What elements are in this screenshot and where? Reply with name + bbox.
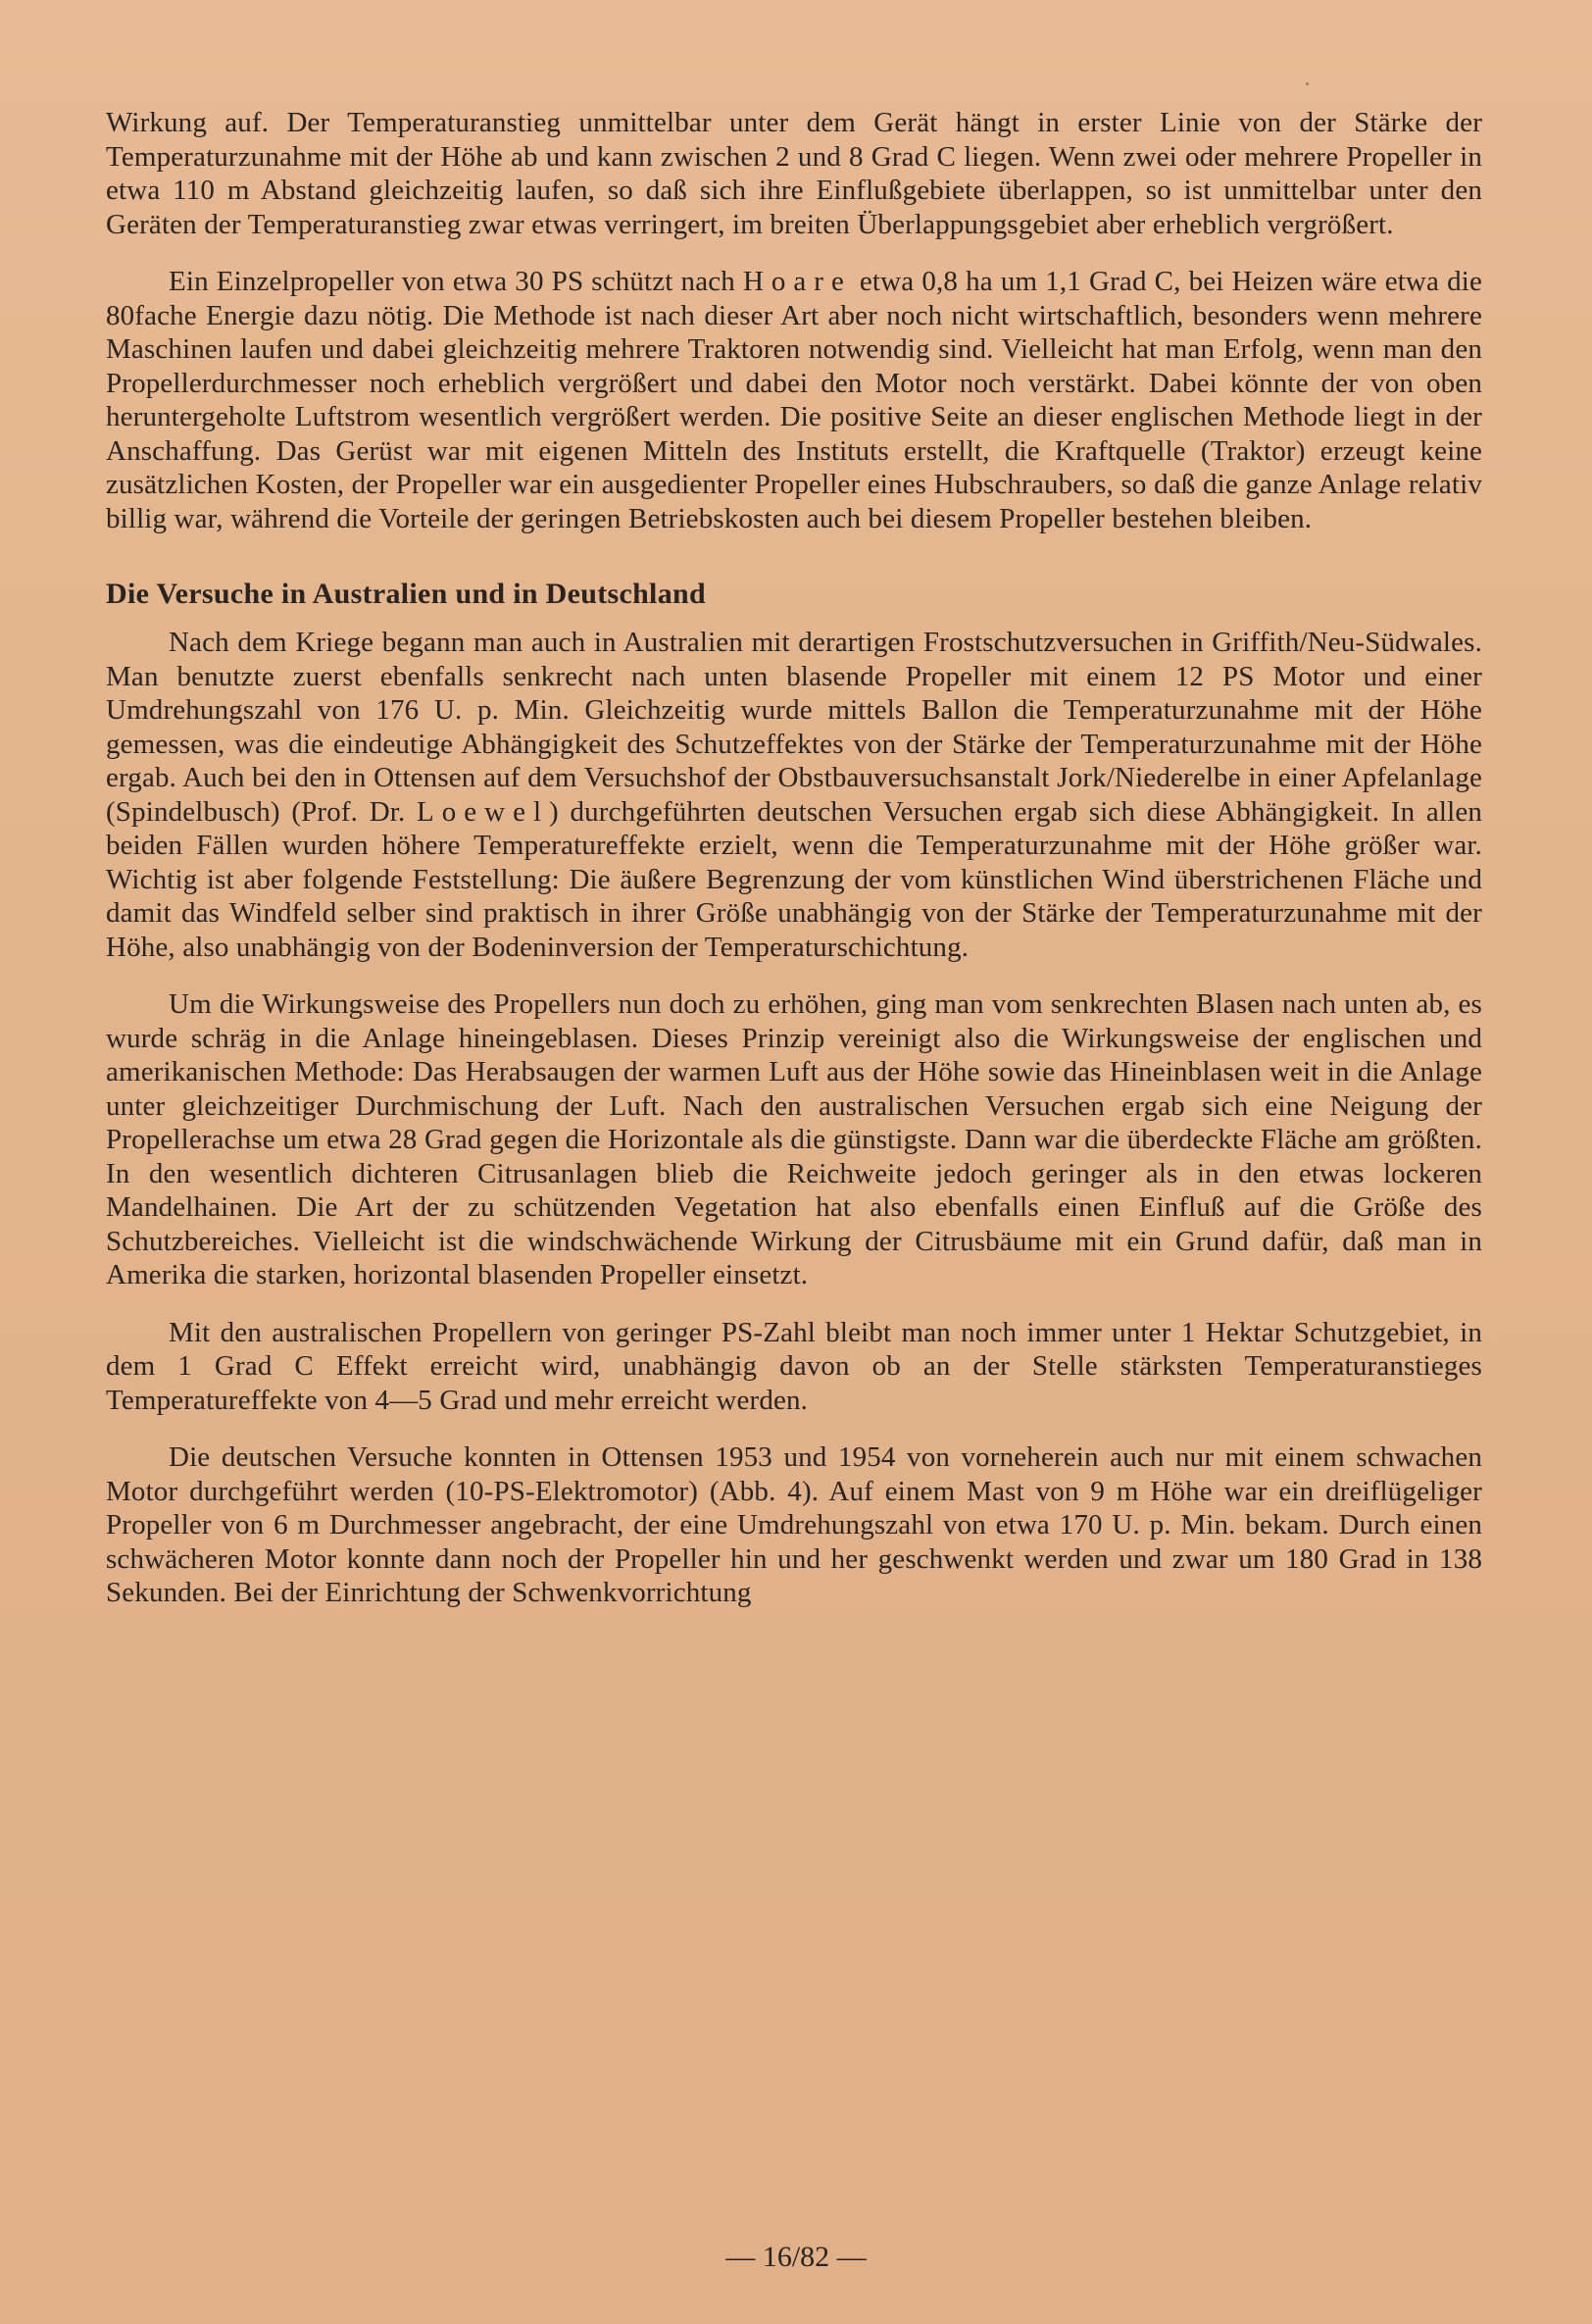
paragraph-5: Mit den australischen Propellern von geringer PS-Zahl bleibt man noch immer unter 1 Hektar Schutzgebiet, in dem 1 Grad C Effekt erreicht wird, unabhängig davon ob an der Stelle stärksten Temperaturanstieges Temperatureffekte von 4—5 Grad und mehr erreicht werden. — [106, 1316, 1482, 1416]
page-number: — 16/82 — — [725, 2241, 867, 2273]
paragraph-1: Wirkung auf. Der Temperaturanstieg unmittelbar unter dem Gerät hängt in erster Linie von der Stärke der Temperaturzunahme mit der Höhe ab und kann zwischen 2 und 8 Grad C liegen. Wenn zwei oder mehrere Propeller in etwa 110 m Abstand gleichzeitig laufen, so daß sich ihre Einflußgebiete überlappen, so ist unmittelbar unter den Geräten der Temperaturanstieg zwar etwas verringert, im breiten Überlappungsgebiet aber erheblich vergrößert. — [106, 107, 1482, 240]
author-name-hoare: Hoare — [742, 266, 852, 297]
paper-speck — [1306, 82, 1309, 85]
paragraph-3 — [106, 626, 1482, 964]
paragraph-6: Die deutschen Versuche konnten in Ottensen 1953 und 1954 von vorneherein auch nur mit einem schwachen Motor durchgeführt werden (10-PS-Elektromotor) (Abb. 4). Auf einem Mast von 9 m Höhe war ein dreiflügeliger Propeller von 6 m Durchmesser angebracht, der eine Umdrehungszahl von etwa 170 U. p. Min. bekam. Durch einen schwächeren Motor konnte dann noch der Propeller hin und her geschwenkt werden und zwar um 180 Grad in 138 Sekunden. Bei der Einrichtung der Schwenkvorrichtung — [106, 1441, 1482, 1608]
author-name-loewel: Loewel — [417, 795, 550, 828]
section-heading: Die Versuche in Australien und in Deutschland — [106, 578, 706, 610]
paragraph-3-part-2: ) durchgeführten deutschen Versuchen ergab sich diese Abhängigkeit. In allen beiden Fällen wurden höhere Temperatureffekte erzielt, wenn die Temperaturzunahme mit der Höhe größer war. Wichtig ist aber folgende Feststellung: Die äußere Begrenzung der vom künstlichen Wind überstrichenen Fläche und damit das Windfeld selber sind praktisch in ihrer Größe unabhängig von der Stärke der Temperaturzunahme mit der Höhe, also unabhängig von der Bodeninversion der Temperaturschichtung. — [106, 795, 1482, 963]
paragraph-2-part-1: Ein Einzelpropeller von etwa 30 PS schützt nach — [169, 266, 743, 297]
paragraph-3-part-1: Nach dem Kriege begann man auch in Australien mit derartigen Frostschutzversuchen in Griffith/Neu-Südwales. Man benutzte zuerst ebenfalls senkrecht nach unten blasende Propeller mit einem 12 PS Motor und einer Umdrehungszahl von 176 U. p. Min. Gleichzeitig wurde mittels Ballon die Temperaturzunahme mit der Höhe gemessen, was die eindeutige Abhängigkeit des Schutzeffektes von der Stärke der Temperaturzunahme mit der Höhe ergab. Auch bei den in Ottensen auf dem Versuchshof der Obstbauversuchsanstalt Jork/Niederelbe in einer Apfelanlage (Spindelbusch) (Prof. Dr. — [106, 627, 1482, 828]
paragraph-4: Um die Wirkungsweise des Propellers nun doch zu erhöhen, ging man vom senkrechten Blasen nach unten ab, es wurde schräg in die Anlage hineingeblasen. Dieses Prinzip vereinigt also die Wirkungsweise der englischen und amerikanischen Methode: Das Herabsaugen der warmen Luft aus der Höhe sowie das Hineinblasen weit in die Anlage unter gleichzeitiger Durchmischung der Luft. Nach den australischen Versuchen ergab sich eine Neigung der Propellerachse um etwa 28 Grad gegen die Horizontale als die günstigste. Dann war die überdeckte Fläche am größten. In den wesentlich dichteren Citrusanlagen blieb die Reichweite jedoch geringer als in den etwas lockeren Mandelhainen. Die Art der zu schützenden Vegetation hat also ebenfalls einen Einfluß auf die Größe des Schutzbereiches. Vielleicht ist die windschwächende Wirkung der Citrusbäume mit ein Grund dafür, daß man in Amerika die starken, horizontal blasenden Propeller einsetzt. — [106, 988, 1482, 1290]
paragraph-2-part-2: etwa 0,8 ha um 1,1 Grad C, bei Heizen wäre etwa die 80fache Energie dazu nötig. Die Methode ist nach dieser Art aber noch nicht wirtschaftlich, besonders wenn mehrere Maschinen laufen und dabei gleichzeitig mehrere Traktoren notwendig sind. Vielleicht hat man Erfolg, wenn man den Propellerdurchmesser noch erheblich vergrößert und dabei den Motor noch verstärkt. Dabei könnte der von oben heruntergeholte Luftstrom wesentlich vergrößert werden. Die positive Seite an dieser englischen Methode liegt in der Anschaffung. Das Gerüst war mit eigenen Mitteln des Instituts erstellt, die Kraftquelle (Traktor) erzeugt keine zusätzlichen Kosten, der Propeller war ein ausgedienter Propeller eines Hubschraubers, so daß die ganze Anlage relativ billig war, während die Vorteile der geringen Betriebskosten auch bei diesem Propeller bestehen bleiben. — [106, 266, 1482, 534]
document-body — [106, 106, 1482, 1610]
paragraph-2 — [106, 265, 1482, 535]
